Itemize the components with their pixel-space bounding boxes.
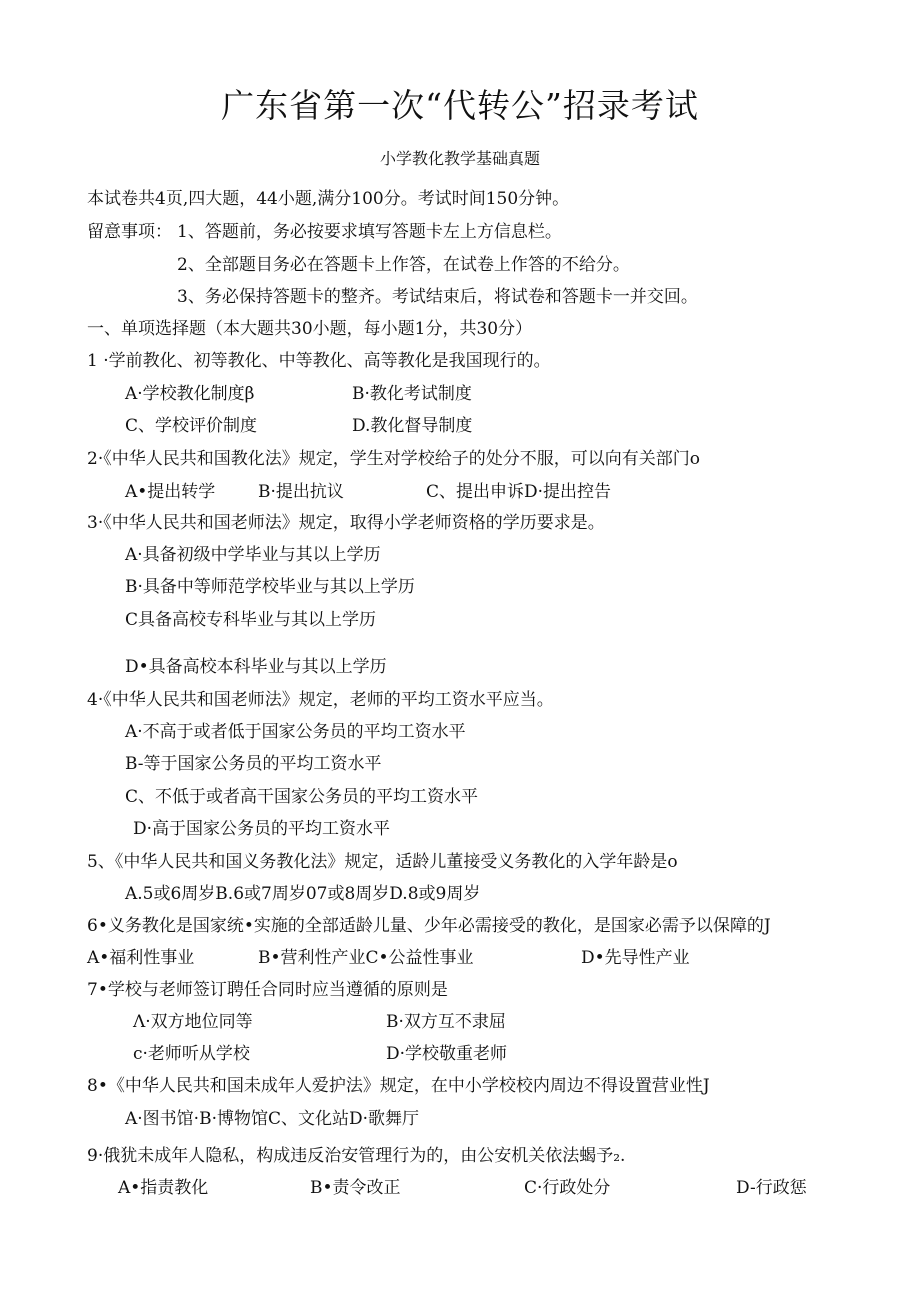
question-8-stem: 8•《中华人民共和国未成年人爱护法》规定，在中小学校校内周边不得设置营业性J [87,1076,710,1096]
question-6-option-a: A•福利性事业 [87,948,195,968]
question-4-option-c: C、不低于或者高干国家公务员的平均工资水平 [125,787,479,807]
question-1-option-d: D.教化督导制度 [352,416,473,436]
question-9-option-c: C·行政处分 [524,1178,611,1198]
question-3-option-a: A·具备初级中学毕业与其以上学历 [125,545,381,565]
question-2-stem: 2·《中华人民共和国教化法》规定，学生对学校给子的处分不服，可以向有关部门o [87,449,700,469]
question-4-option-b: B-等于国家公务员的平均工资水平 [125,754,382,774]
question-1-option-b: B·教化考试制度 [352,384,472,404]
question-1-option-c: C、学校评价制度 [125,416,258,436]
question-3-option-c: C具备高校专科毕业与其以上学历 [125,610,377,630]
exam-summary: 本试卷共4页,四大题，44小题,满分100分。考试时间150分钟。 [87,189,570,209]
question-8-options: A·图书馆·B·博物馆C、文化站D·歌舞厅 [125,1109,420,1129]
question-4-option-d: D·高于国家公务员的平均工资水平 [133,819,391,839]
question-3-option-d: D•具备高校本科毕业与其以上学历 [125,657,387,677]
question-9-option-a: A•指责教化 [118,1178,209,1198]
exam-title: 广东省第一次“代转公”招录考试 [221,86,699,125]
exam-subtitle: 小学教化教学基础真题 [379,149,540,168]
note-1: 1、答题前，务必按要求填写答题卡左上方信息栏。 [177,222,562,242]
question-4-option-a: A·不高于或者低于国家公务员的平均工资水平 [125,722,466,742]
question-6-option-d: D•先导性产业 [581,948,690,968]
question-3-stem: 3·《中华人民共和国老师法》规定，取得小学老师资格的学历要求是。 [87,513,605,533]
question-5-options: A.5或6周岁B.6或7周岁07或8周岁D.8或9周岁 [125,884,481,904]
question-1-stem: 1 ·学前教化、初等教化、中等教化、高等教化是我国现行的。 [87,351,551,371]
question-7-option-d: D·学校敬重老师 [386,1044,508,1064]
question-3-option-b: B·具备中等师范学校毕业与其以上学历 [125,577,415,597]
question-2-option-a: A•提出转学 [125,482,216,502]
question-7-option-a: Λ·双方地位同等 [133,1012,253,1032]
question-7-option-b: B·双方互不隶屈 [386,1012,506,1032]
question-9-option-d: D-行政惩 [736,1178,807,1198]
note-3: 3、务必保持答题卡的整齐。考试结束后，将试卷和答题卡一并交回。 [177,287,698,307]
section-heading: 一、单项选择题（本大题共30小题，每小题1分，共30分） [87,319,533,339]
question-6-stem: 6•义务教化是国家统•实施的全部适龄儿量、少年必需接受的教化，是国家必需予以保障的J [87,916,771,936]
question-7-stem: 7•学校与老师签订聘任合同时应当遵循的原则是 [87,980,448,1000]
question-1-option-a: A·学校教化制度β [125,384,255,404]
notes-label: 留意事项： [87,222,172,242]
question-2-option-cd: C、提出申诉D·提出控告 [426,482,612,502]
question-4-stem: 4·《中华人民共和国老师法》规定，老师的平均工资水平应当。 [87,690,554,710]
question-6-option-bc: B•营利性产业C•公益性事业 [258,948,474,968]
question-2-option-b: B·提出抗议 [258,482,344,502]
note-2: 2、全部题目务必在答题卡上作答，在试卷上作答的不给分。 [177,255,630,275]
question-5-stem: 5、《中华人民共和国义务教化法》规定，适龄儿董接受义务教化的入学年龄是o [87,852,678,872]
question-7-option-c: c·老师听从学校 [133,1044,250,1064]
question-9-stem: 9·俄犹未成年人隐私，构成违反治安管理行为的，由公安机关依法蝎予₂. [87,1146,626,1166]
question-9-option-b: B•责令改正 [310,1178,401,1198]
